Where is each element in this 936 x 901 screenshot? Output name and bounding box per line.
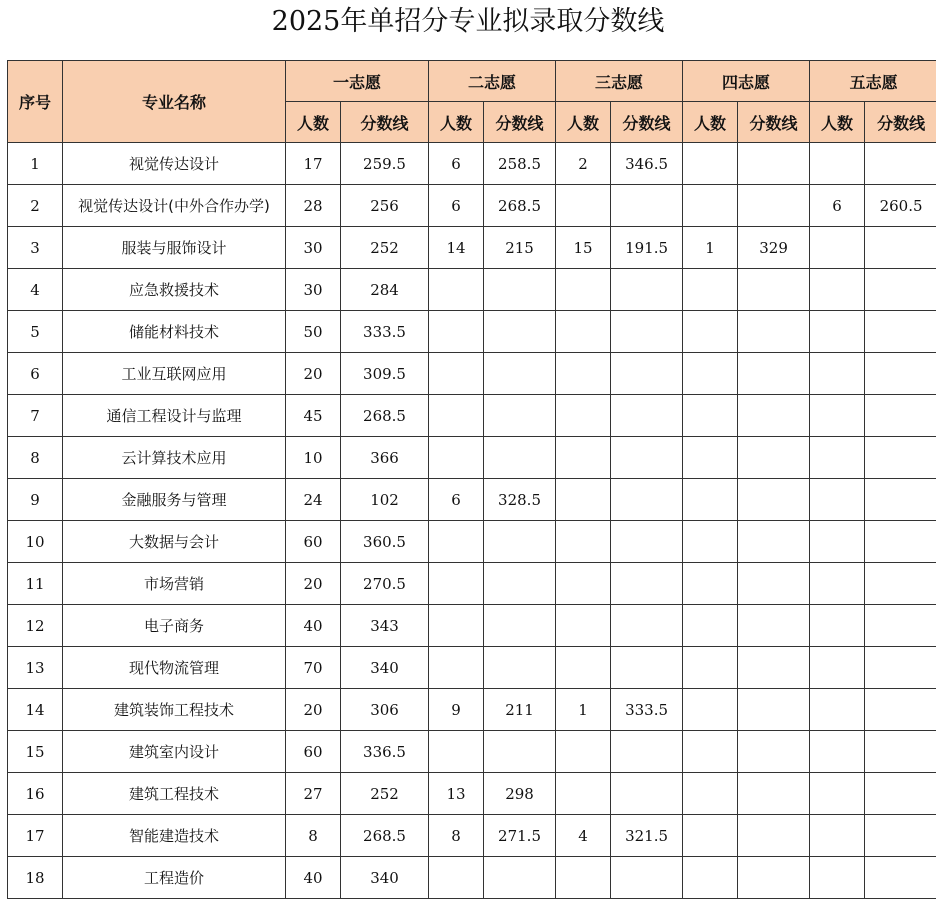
- choice4-score-cell: [738, 857, 810, 899]
- choice2-count-cell: [429, 731, 484, 773]
- choice2-score-cell: [484, 605, 556, 647]
- row-index-cell: 7: [8, 395, 63, 437]
- choice4-score-cell: [738, 521, 810, 563]
- choice5-score-cell: [865, 647, 936, 689]
- table-row: [8, 185, 936, 227]
- choice4-count-cell: [683, 689, 738, 731]
- choice3-score-cell: [611, 353, 683, 395]
- major-name-cell: 市场营销: [63, 563, 286, 605]
- choice3-score-cell: [611, 773, 683, 815]
- choice5-count-cell: [810, 563, 865, 605]
- major-name-cell: 大数据与会计: [63, 521, 286, 563]
- choice1-score-cell: 360.5: [341, 521, 429, 563]
- choice3-count-cell: [556, 353, 611, 395]
- choice4-score-cell: [738, 269, 810, 311]
- choice1-count-cell: 10: [286, 437, 341, 479]
- choice1-count-cell: 20: [286, 353, 341, 395]
- choice4-score-cell: [738, 815, 810, 857]
- choice1-count-cell: 28: [286, 185, 341, 227]
- choice1-score-cell: 102: [341, 479, 429, 521]
- choice5-count-cell: [810, 731, 865, 773]
- choice1-score-cell: 256: [341, 185, 429, 227]
- choice4-score-cell: [738, 689, 810, 731]
- choice3-score-cell: [611, 437, 683, 479]
- choice2-score-cell: 328.5: [484, 479, 556, 521]
- row-index-cell: 15: [8, 731, 63, 773]
- header-index: 序号: [8, 61, 63, 143]
- choice3-score-cell: [611, 563, 683, 605]
- choice4-count-cell: [683, 857, 738, 899]
- choice1-score-cell: 259.5: [341, 143, 429, 185]
- choice1-count-cell: 20: [286, 689, 341, 731]
- choice1-count-cell: 20: [286, 563, 341, 605]
- choice1-count-cell: 60: [286, 521, 341, 563]
- table-row: [8, 227, 936, 269]
- choice4-score-cell: [738, 647, 810, 689]
- header-count: 人数: [429, 102, 484, 143]
- choice1-count-cell: 30: [286, 227, 341, 269]
- table-row: [8, 437, 936, 479]
- choice5-score-cell: 260.5: [865, 185, 936, 227]
- choice3-score-cell: [611, 647, 683, 689]
- choice2-score-cell: [484, 857, 556, 899]
- choice4-count-cell: [683, 269, 738, 311]
- major-name-cell: 建筑工程技术: [63, 773, 286, 815]
- choice5-score-cell: [865, 815, 936, 857]
- table-row: [8, 773, 936, 815]
- choice2-score-cell: 268.5: [484, 185, 556, 227]
- choice3-count-cell: 2: [556, 143, 611, 185]
- choice1-count-cell: 8: [286, 815, 341, 857]
- choice3-score-cell: [611, 605, 683, 647]
- choice1-count-cell: 40: [286, 857, 341, 899]
- choice3-count-cell: [556, 521, 611, 563]
- choice5-count-cell: [810, 773, 865, 815]
- choice4-count-cell: [683, 815, 738, 857]
- choice1-count-cell: 40: [286, 605, 341, 647]
- choice4-score-cell: [738, 311, 810, 353]
- header-choice-4: 四志愿: [683, 61, 810, 102]
- choice3-score-cell: 333.5: [611, 689, 683, 731]
- header-choice-2: 二志愿: [429, 61, 556, 102]
- choice3-count-cell: [556, 563, 611, 605]
- page-title: 2025年单招分专业拟录取分数线: [271, 6, 665, 37]
- choice1-score-cell: 343: [341, 605, 429, 647]
- choice1-count-cell: 24: [286, 479, 341, 521]
- major-name-cell: 现代物流管理: [63, 647, 286, 689]
- choice4-score-cell: [738, 773, 810, 815]
- choice4-count-cell: [683, 395, 738, 437]
- choice3-count-cell: 15: [556, 227, 611, 269]
- choice2-score-cell: [484, 311, 556, 353]
- row-index-cell: 13: [8, 647, 63, 689]
- choice5-score-cell: [865, 353, 936, 395]
- header-score: 分数线: [611, 102, 683, 143]
- choice3-score-cell: 191.5: [611, 227, 683, 269]
- table-header: [8, 61, 936, 143]
- choice1-score-cell: 333.5: [341, 311, 429, 353]
- table-row: [8, 815, 936, 857]
- row-index-cell: 2: [8, 185, 63, 227]
- header-score: 分数线: [484, 102, 556, 143]
- choice2-score-cell: 298: [484, 773, 556, 815]
- choice1-score-cell: 252: [341, 773, 429, 815]
- choice4-count-cell: [683, 773, 738, 815]
- choice1-score-cell: 252: [341, 227, 429, 269]
- choice5-score-cell: [865, 395, 936, 437]
- choice2-score-cell: 271.5: [484, 815, 556, 857]
- choice4-score-cell: [738, 731, 810, 773]
- choice1-count-cell: 60: [286, 731, 341, 773]
- row-index-cell: 10: [8, 521, 63, 563]
- choice1-score-cell: 268.5: [341, 395, 429, 437]
- choice4-count-cell: [683, 605, 738, 647]
- choice4-score-cell: [738, 605, 810, 647]
- choice2-count-cell: 8: [429, 815, 484, 857]
- choice5-score-cell: [865, 773, 936, 815]
- choice1-score-cell: 268.5: [341, 815, 429, 857]
- choice4-score-cell: 329: [738, 227, 810, 269]
- choice5-score-cell: [865, 689, 936, 731]
- row-index-cell: 9: [8, 479, 63, 521]
- choice4-score-cell: [738, 143, 810, 185]
- choice5-count-cell: [810, 479, 865, 521]
- table-row: [8, 731, 936, 773]
- choice2-score-cell: [484, 269, 556, 311]
- choice1-score-cell: 340: [341, 647, 429, 689]
- row-index-cell: 5: [8, 311, 63, 353]
- choice3-count-cell: [556, 479, 611, 521]
- choice1-score-cell: 366: [341, 437, 429, 479]
- choice5-score-cell: [865, 437, 936, 479]
- row-index-cell: 6: [8, 353, 63, 395]
- choice1-count-cell: 17: [286, 143, 341, 185]
- choice5-count-cell: 6: [810, 185, 865, 227]
- choice2-count-cell: [429, 857, 484, 899]
- major-name-cell: 服装与服饰设计: [63, 227, 286, 269]
- choice5-score-cell: [865, 563, 936, 605]
- choice2-count-cell: [429, 269, 484, 311]
- major-name-cell: 视觉传达设计(中外合作办学): [63, 185, 286, 227]
- choice2-count-cell: [429, 437, 484, 479]
- choice5-count-cell: [810, 815, 865, 857]
- table-row: [8, 479, 936, 521]
- choice2-count-cell: [429, 563, 484, 605]
- table-row: [8, 563, 936, 605]
- choice3-count-cell: [556, 731, 611, 773]
- choice4-score-cell: [738, 353, 810, 395]
- table-row: [8, 521, 936, 563]
- choice4-score-cell: [738, 395, 810, 437]
- choice2-count-cell: [429, 647, 484, 689]
- row-index-cell: 4: [8, 269, 63, 311]
- choice3-score-cell: [611, 311, 683, 353]
- choice4-score-cell: [738, 479, 810, 521]
- choice3-count-cell: [556, 857, 611, 899]
- table-row: [8, 311, 936, 353]
- major-name-cell: 工程造价: [63, 857, 286, 899]
- choice4-count-cell: [683, 143, 738, 185]
- choice4-count-cell: [683, 185, 738, 227]
- choice3-count-cell: [556, 605, 611, 647]
- choice5-count-cell: [810, 437, 865, 479]
- choice5-count-cell: [810, 395, 865, 437]
- choice5-score-cell: [865, 227, 936, 269]
- choice4-count-cell: [683, 437, 738, 479]
- choice4-count-cell: 1: [683, 227, 738, 269]
- header-score: 分数线: [341, 102, 429, 143]
- choice1-count-cell: 27: [286, 773, 341, 815]
- choice3-score-cell: 346.5: [611, 143, 683, 185]
- choice5-score-cell: [865, 143, 936, 185]
- choice5-count-cell: [810, 857, 865, 899]
- header-choice-3: 三志愿: [556, 61, 683, 102]
- choice5-score-cell: [865, 731, 936, 773]
- row-index-cell: 12: [8, 605, 63, 647]
- major-name-cell: 通信工程设计与监理: [63, 395, 286, 437]
- choice2-count-cell: [429, 521, 484, 563]
- header-score: 分数线: [865, 102, 936, 143]
- choice3-score-cell: [611, 857, 683, 899]
- choice1-count-cell: 50: [286, 311, 341, 353]
- choice4-score-cell: [738, 563, 810, 605]
- row-index-cell: 17: [8, 815, 63, 857]
- choice5-score-cell: [865, 521, 936, 563]
- choice5-score-cell: [865, 269, 936, 311]
- table-row: [8, 353, 936, 395]
- header-count: 人数: [556, 102, 611, 143]
- choice4-count-cell: [683, 731, 738, 773]
- choice1-count-cell: 45: [286, 395, 341, 437]
- choice3-count-cell: 4: [556, 815, 611, 857]
- major-name-cell: 智能建造技术: [63, 815, 286, 857]
- major-name-cell: 建筑室内设计: [63, 731, 286, 773]
- row-index-cell: 16: [8, 773, 63, 815]
- choice3-count-cell: 1: [556, 689, 611, 731]
- choice3-score-cell: [611, 185, 683, 227]
- choice5-score-cell: [865, 311, 936, 353]
- choice2-score-cell: [484, 563, 556, 605]
- choice3-count-cell: [556, 269, 611, 311]
- choice5-score-cell: [865, 479, 936, 521]
- header-score: 分数线: [738, 102, 810, 143]
- table-row: [8, 689, 936, 731]
- choice5-score-cell: [865, 857, 936, 899]
- choice3-count-cell: [556, 437, 611, 479]
- choice2-score-cell: [484, 521, 556, 563]
- choice2-count-cell: 6: [429, 143, 484, 185]
- major-name-cell: 工业互联网应用: [63, 353, 286, 395]
- header-choice-1: 一志愿: [286, 61, 429, 102]
- choice1-score-cell: 340: [341, 857, 429, 899]
- table-body: [8, 143, 936, 899]
- choice2-count-cell: 14: [429, 227, 484, 269]
- table-row: [8, 647, 936, 689]
- table-row: [8, 269, 936, 311]
- choice5-count-cell: [810, 605, 865, 647]
- header-count: 人数: [286, 102, 341, 143]
- choice4-count-cell: [683, 647, 738, 689]
- major-name-cell: 云计算技术应用: [63, 437, 286, 479]
- choice5-count-cell: [810, 353, 865, 395]
- row-index-cell: 14: [8, 689, 63, 731]
- choice2-score-cell: [484, 437, 556, 479]
- major-name-cell: 储能材料技术: [63, 311, 286, 353]
- choice2-count-cell: 6: [429, 479, 484, 521]
- choice2-score-cell: [484, 731, 556, 773]
- choice3-count-cell: [556, 395, 611, 437]
- choice5-count-cell: [810, 227, 865, 269]
- choice3-score-cell: [611, 521, 683, 563]
- major-name-cell: 建筑装饰工程技术: [63, 689, 286, 731]
- choice2-score-cell: 258.5: [484, 143, 556, 185]
- major-name-cell: 视觉传达设计: [63, 143, 286, 185]
- choice1-score-cell: 306: [341, 689, 429, 731]
- choice1-score-cell: 336.5: [341, 731, 429, 773]
- choice2-count-cell: [429, 605, 484, 647]
- row-index-cell: 8: [8, 437, 63, 479]
- choice2-count-cell: [429, 353, 484, 395]
- header-count: 人数: [683, 102, 738, 143]
- choice3-count-cell: [556, 647, 611, 689]
- choice5-score-cell: [865, 605, 936, 647]
- major-name-cell: 电子商务: [63, 605, 286, 647]
- choice4-count-cell: [683, 563, 738, 605]
- choice4-count-cell: [683, 353, 738, 395]
- row-index-cell: 1: [8, 143, 63, 185]
- choice5-count-cell: [810, 521, 865, 563]
- choice3-score-cell: [611, 395, 683, 437]
- choice3-count-cell: [556, 773, 611, 815]
- choice2-count-cell: [429, 395, 484, 437]
- row-index-cell: 18: [8, 857, 63, 899]
- choice5-count-cell: [810, 647, 865, 689]
- choice3-score-cell: [611, 479, 683, 521]
- choice3-count-cell: [556, 185, 611, 227]
- choice2-count-cell: 13: [429, 773, 484, 815]
- choice2-score-cell: 211: [484, 689, 556, 731]
- score-table: [7, 60, 936, 899]
- choice4-count-cell: [683, 479, 738, 521]
- table-row: [8, 395, 936, 437]
- choice2-count-cell: 9: [429, 689, 484, 731]
- header-count: 人数: [810, 102, 865, 143]
- choice4-count-cell: [683, 311, 738, 353]
- choice5-count-cell: [810, 689, 865, 731]
- choice2-score-cell: [484, 353, 556, 395]
- row-index-cell: 11: [8, 563, 63, 605]
- choice2-score-cell: 215: [484, 227, 556, 269]
- choice3-score-cell: [611, 269, 683, 311]
- header-major: 专业名称: [63, 61, 286, 143]
- choice4-score-cell: [738, 437, 810, 479]
- table-row: [8, 143, 936, 185]
- choice4-score-cell: [738, 185, 810, 227]
- row-index-cell: 3: [8, 227, 63, 269]
- choice2-count-cell: 6: [429, 185, 484, 227]
- choice1-score-cell: 284: [341, 269, 429, 311]
- choice2-count-cell: [429, 311, 484, 353]
- table-row: [8, 857, 936, 899]
- choice1-count-cell: 30: [286, 269, 341, 311]
- choice1-score-cell: 270.5: [341, 563, 429, 605]
- table-row: [8, 605, 936, 647]
- choice3-score-cell: 321.5: [611, 815, 683, 857]
- choice4-count-cell: [683, 521, 738, 563]
- choice5-count-cell: [810, 269, 865, 311]
- choice3-score-cell: [611, 731, 683, 773]
- choice2-score-cell: [484, 395, 556, 437]
- choice1-score-cell: 309.5: [341, 353, 429, 395]
- choice1-count-cell: 70: [286, 647, 341, 689]
- major-name-cell: 应急救援技术: [63, 269, 286, 311]
- choice2-score-cell: [484, 647, 556, 689]
- header-choice-5: 五志愿: [810, 61, 936, 102]
- major-name-cell: 金融服务与管理: [63, 479, 286, 521]
- choice5-count-cell: [810, 143, 865, 185]
- choice3-count-cell: [556, 311, 611, 353]
- choice5-count-cell: [810, 311, 865, 353]
